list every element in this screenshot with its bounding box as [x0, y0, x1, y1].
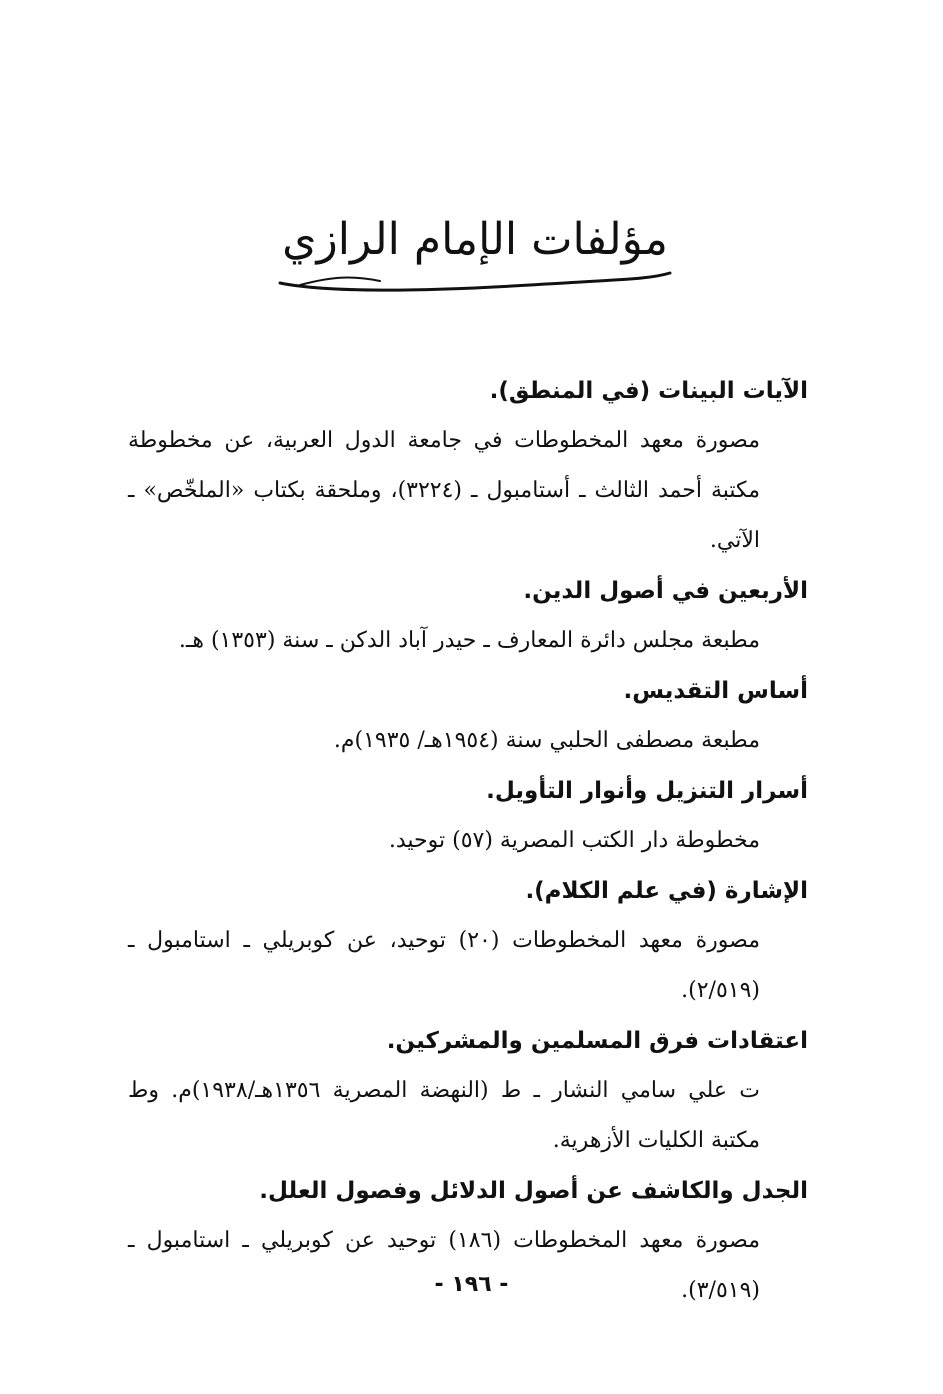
page-title-block [250, 205, 700, 295]
bibliography-entry [128, 566, 808, 666]
bibliography-entry [128, 366, 808, 566]
entry-title: الإشارة (في علم الكلام). [525, 878, 808, 904]
bibliography-entry [128, 1016, 808, 1166]
page-title: مؤلفات الإمام الرازي [282, 214, 668, 265]
entry-title: الآيات البينات (في المنطق). [489, 378, 808, 404]
entry-description: ت علي سامي النشار ـ ط (النهضة المصرية ١٣٥٦هـ/١٩٣٨)م. وط مكتبة الكليات الأزهرية. [128, 1078, 760, 1153]
entry-description: مطبعة مجلس دائرة المعارف ـ حيدر آباد الدكن ـ سنة (١٣٥٣) هـ. [178, 628, 760, 653]
entry-title: الجدل والكاشف عن أصول الدلائل وفصول العلل. [259, 1178, 808, 1204]
entry-title: الأربعين في أصول الدين. [523, 578, 808, 604]
bibliography-entry [128, 766, 808, 866]
entry-title: اعتقادات فرق المسلمين والمشركين. [386, 1028, 808, 1054]
bibliography-entry [128, 866, 808, 1016]
bibliography-list [128, 366, 808, 1316]
entry-title: أسرار التنزيل وأنوار التأويل. [486, 778, 808, 804]
entry-description: مطبعة مصطفى الحلبي سنة (١٩٥٤هـ/ ١٩٣٥)م. [333, 728, 760, 753]
entry-description: مخطوطة دار الكتب المصرية (٥٧) توحيد. [388, 828, 760, 853]
entry-description: مصورة معهد المخطوطات (٢٠) توحيد، عن كوبريلي ـ استامبول ـ (٢/٥١٩). [128, 928, 760, 1003]
entry-description: مصورة معهد المخطوطات في جامعة الدول العربية، عن مخطوطة مكتبة أحمد الثالث ـ أستامبول ـ (٣٢٢٤)، وملحقة بكتاب «الملخّص» ـ الآتي. [128, 428, 760, 553]
entry-title: أساس التقديس. [623, 678, 808, 704]
bibliography-entry [128, 666, 808, 766]
page-number: - ١٩٦ - [434, 1272, 509, 1297]
entry-description: مصورة معهد المخطوطات (١٨٦) توحيد عن كوبريلي ـ استامبول ـ (٣/٥١٩). [128, 1228, 760, 1303]
title-underline-swash [270, 265, 680, 295]
